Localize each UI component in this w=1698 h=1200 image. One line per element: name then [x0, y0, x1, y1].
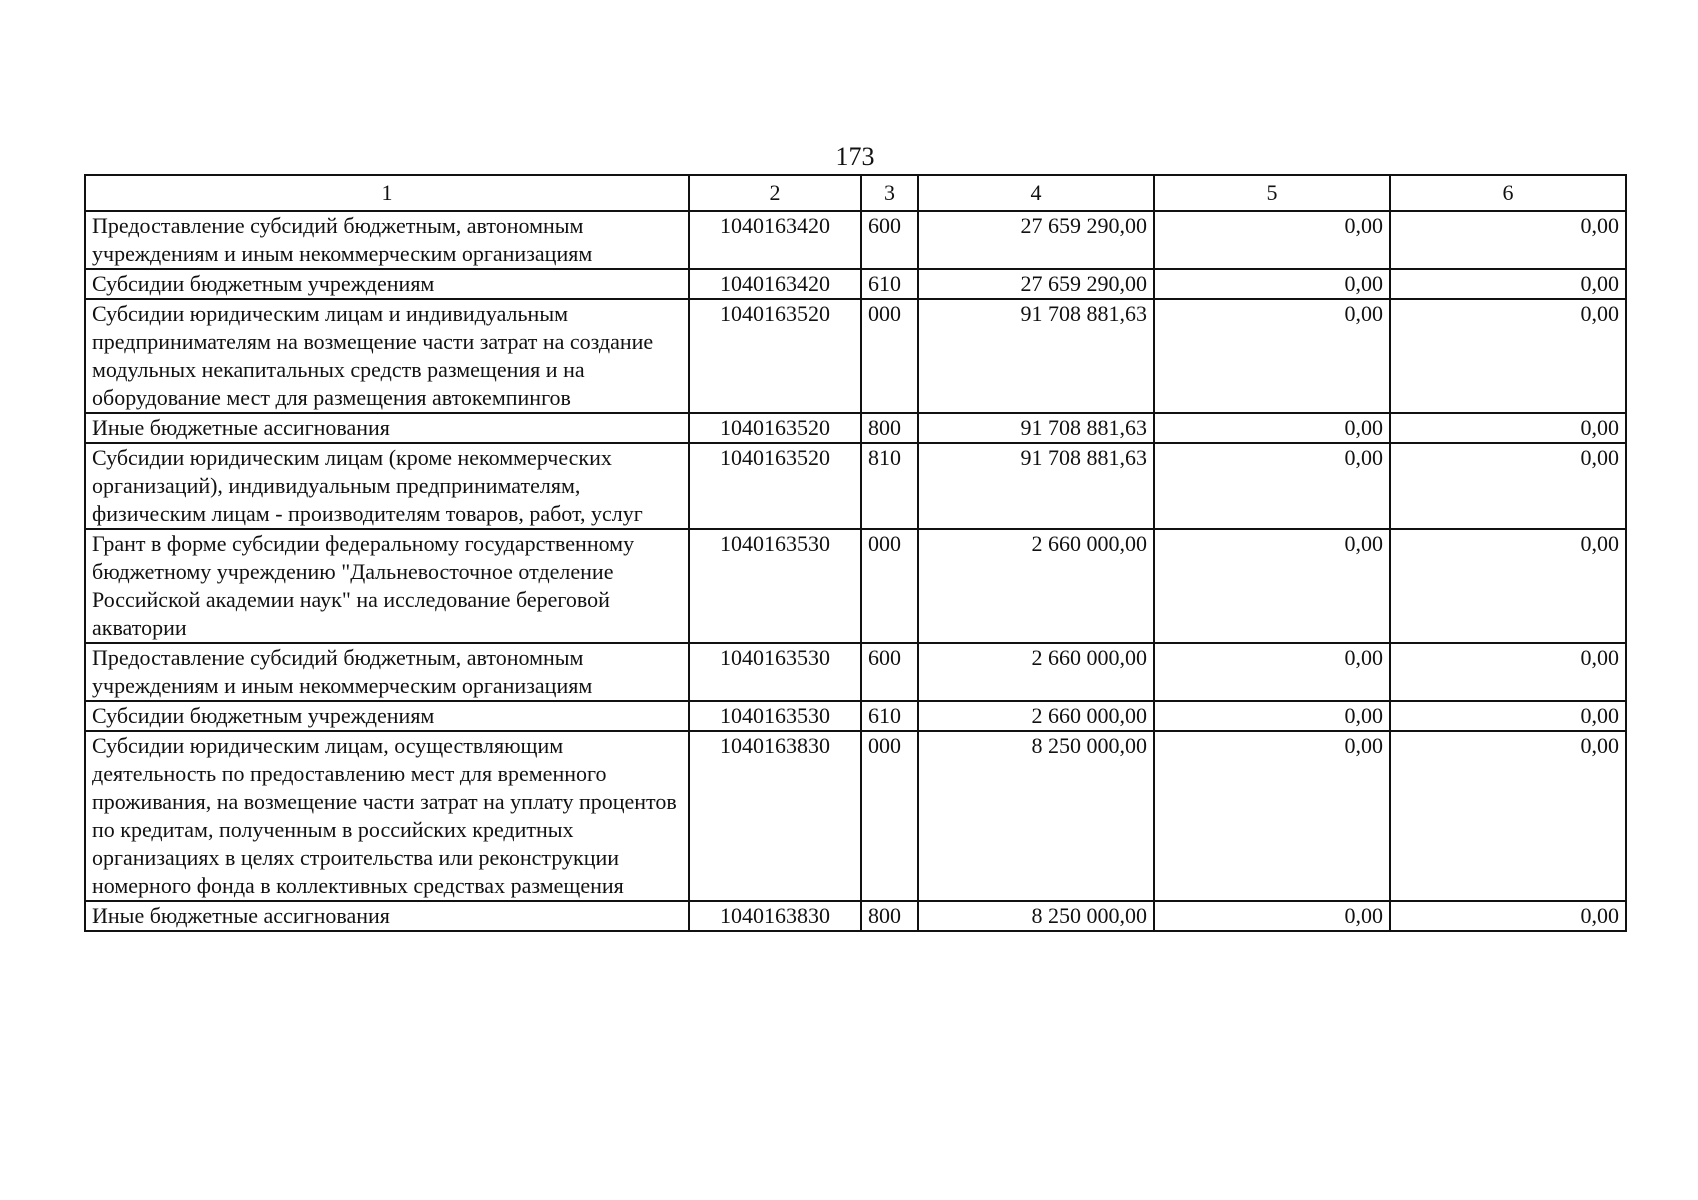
table-row	[85, 529, 1626, 643]
amount-col5-cell: 0,00	[1154, 269, 1390, 299]
amount-col5-cell: 0,00	[1154, 731, 1390, 901]
expense-name: Субсидии юридическим лицам и индивидуальным предпринимателям на возмещение части затрат на создание модульных некапитальных средств размещения и на оборудование мест для размещения автокемпингов	[85, 299, 689, 413]
expense-type-code: 600	[861, 643, 918, 701]
expense-type-code: 000	[861, 299, 918, 413]
expense-name: Субсидии юридическим лицам (кроме некоммерческих организаций), индивидуальным предпринимателям, физическим лицам - производителям товаров, работ, услуг	[85, 443, 689, 529]
expense-name: Предоставление субсидий бюджетным, автономным учреждениям и иным некоммерческим организациям	[85, 643, 689, 701]
table-row	[85, 211, 1626, 269]
amount-cell: 91 708 881,63	[918, 413, 1154, 443]
table-row	[85, 413, 1626, 443]
target-article-code: 1040163520	[689, 443, 861, 529]
column-header: 4	[918, 175, 1154, 211]
table-row	[85, 643, 1626, 701]
expense-type-code: 610	[861, 269, 918, 299]
table-row	[85, 269, 1626, 299]
expense-type-code: 000	[861, 731, 918, 901]
target-article-code: 1040163420	[689, 211, 861, 269]
amount-col5-cell: 0,00	[1154, 299, 1390, 413]
amount-cell: 8 250 000,00	[918, 731, 1154, 901]
expense-name: Иные бюджетные ассигнования	[85, 413, 689, 443]
amount-col6-cell: 0,00	[1390, 299, 1626, 413]
expense-name: Субсидии юридическим лицам, осуществляющим деятельность по предоставлению мест для временного проживания, на возмещение части затрат на уплату процентов по кредитам, полученным в российских кредитных организациях в целях строительства или реконструкции номерного фонда в коллективных средствах размещения	[85, 731, 689, 901]
column-header: 3	[861, 175, 918, 211]
expense-name: Предоставление субсидий бюджетным, автономным учреждениям и иным некоммерческим организациям	[85, 211, 689, 269]
amount-col6-cell: 0,00	[1390, 643, 1626, 701]
expense-name: Субсидии бюджетным учреждениям	[85, 701, 689, 731]
expense-type-code: 600	[861, 211, 918, 269]
expense-type-code: 800	[861, 413, 918, 443]
amount-col6-cell: 0,00	[1390, 413, 1626, 443]
expense-type-code: 000	[861, 529, 918, 643]
expense-type-code: 800	[861, 901, 918, 931]
column-header: 5	[1154, 175, 1390, 211]
amount-cell: 2 660 000,00	[918, 701, 1154, 731]
target-article-code: 1040163530	[689, 529, 861, 643]
amount-col5-cell: 0,00	[1154, 443, 1390, 529]
expense-type-code: 610	[861, 701, 918, 731]
column-header: 1	[85, 175, 689, 211]
amount-col6-cell: 0,00	[1390, 443, 1626, 529]
amount-col5-cell: 0,00	[1154, 529, 1390, 643]
target-article-code: 1040163530	[689, 643, 861, 701]
amount-cell: 27 659 290,00	[918, 211, 1154, 269]
amount-cell: 2 660 000,00	[918, 529, 1154, 643]
target-article-code: 1040163830	[689, 731, 861, 901]
amount-col6-cell: 0,00	[1390, 901, 1626, 931]
amount-cell: 91 708 881,63	[918, 443, 1154, 529]
table-row	[85, 901, 1626, 931]
table-row	[85, 701, 1626, 731]
amount-cell: 8 250 000,00	[918, 901, 1154, 931]
table-row	[85, 443, 1626, 529]
column-header: 2	[689, 175, 861, 211]
table-row	[85, 731, 1626, 901]
expense-name: Иные бюджетные ассигнования	[85, 901, 689, 931]
amount-cell: 91 708 881,63	[918, 299, 1154, 413]
amount-col6-cell: 0,00	[1390, 701, 1626, 731]
expense-name: Грант в форме субсидии федеральному государственному бюджетному учреждению "Дальневосточное отделение Российской академии наук" на исследование береговой акватории	[85, 529, 689, 643]
target-article-code: 1040163420	[689, 269, 861, 299]
amount-col6-cell: 0,00	[1390, 211, 1626, 269]
amount-cell: 2 660 000,00	[918, 643, 1154, 701]
amount-col5-cell: 0,00	[1154, 901, 1390, 931]
amount-col5-cell: 0,00	[1154, 643, 1390, 701]
amount-col6-cell: 0,00	[1390, 269, 1626, 299]
table-header-row	[85, 175, 1626, 211]
budget-table	[84, 174, 1627, 932]
table-row	[85, 299, 1626, 413]
column-header: 6	[1390, 175, 1626, 211]
expense-name: Субсидии бюджетным учреждениям	[85, 269, 689, 299]
amount-col5-cell: 0,00	[1154, 211, 1390, 269]
amount-col6-cell: 0,00	[1390, 731, 1626, 901]
target-article-code: 1040163520	[689, 413, 861, 443]
target-article-code: 1040163830	[689, 901, 861, 931]
amount-col6-cell: 0,00	[1390, 529, 1626, 643]
amount-cell: 27 659 290,00	[918, 269, 1154, 299]
page-number: 173	[835, 142, 875, 171]
target-article-code: 1040163520	[689, 299, 861, 413]
amount-col5-cell: 0,00	[1154, 413, 1390, 443]
expense-type-code: 810	[861, 443, 918, 529]
target-article-code: 1040163530	[689, 701, 861, 731]
amount-col5-cell: 0,00	[1154, 701, 1390, 731]
